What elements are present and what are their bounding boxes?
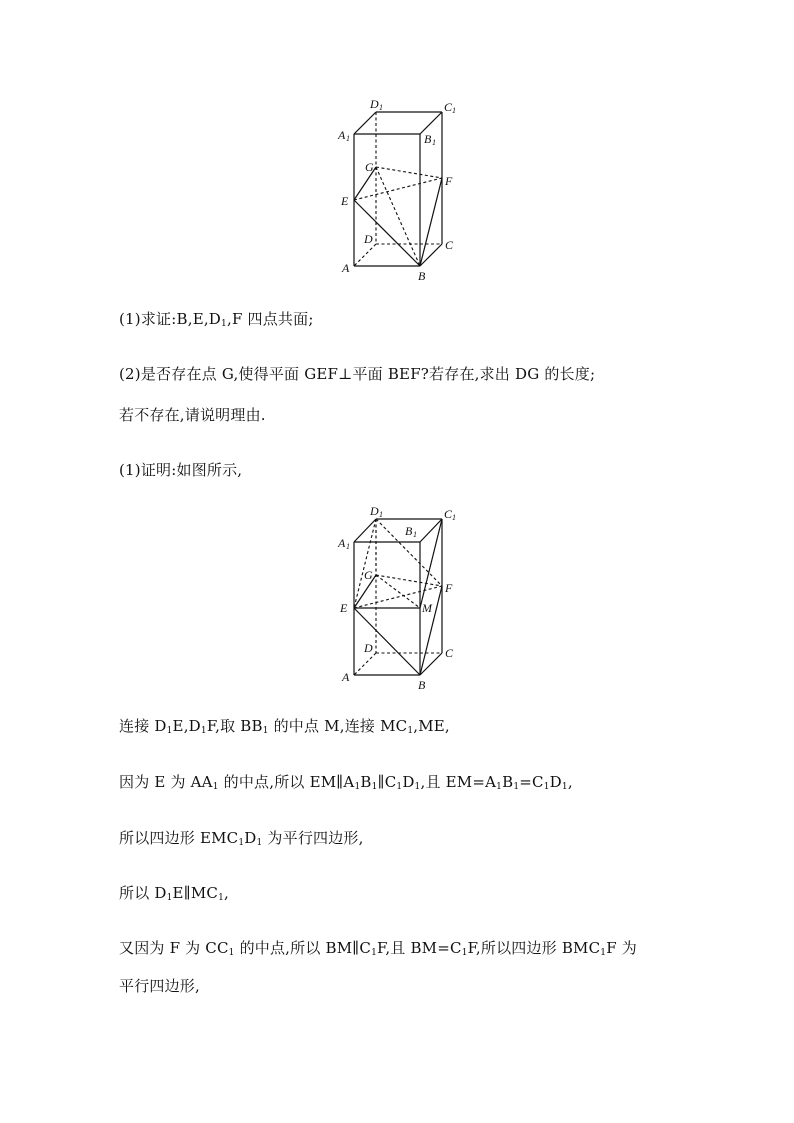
- figure-prism-1: [336, 94, 466, 286]
- text-segment: 又因为 F 为 CC: [119, 939, 229, 957]
- label-A1: A: [338, 536, 346, 550]
- label-F: F: [445, 581, 453, 595]
- question-2-line-2: 若不存在,请说明理由.: [119, 406, 266, 424]
- subscript: 1: [600, 948, 607, 958]
- text-segment: D: [402, 773, 415, 791]
- figure-prism-2: [336, 500, 466, 692]
- label-C: C: [445, 238, 454, 252]
- text-segment: B: [502, 773, 514, 791]
- text-segment: 的中点,所以 EM∥A: [218, 773, 355, 791]
- label-F: F: [445, 174, 453, 188]
- label-C1: C: [444, 100, 453, 114]
- text-segment: F,取 BB: [206, 717, 263, 735]
- question-2-line-1: (2)是否存在点 G,使得平面 GEF⊥平面 BEF?若存在,求出 DG 的长度;: [119, 365, 596, 383]
- text-segment: B: [360, 773, 372, 791]
- subscript: 1: [371, 782, 378, 792]
- text-segment: ∥C: [377, 773, 397, 791]
- proof-line-5: [119, 938, 637, 958]
- label-A1-sub: 1: [346, 542, 350, 551]
- subscript: 1: [256, 838, 263, 848]
- subscript: 1: [414, 782, 421, 792]
- subscript: 1: [238, 838, 245, 848]
- text-segment: 的中点,所以 BM∥C: [234, 939, 372, 957]
- text-segment: ,ME,: [413, 717, 450, 735]
- subscript: 1: [166, 893, 173, 903]
- label-G: G: [364, 568, 373, 582]
- text-segment: F,所以四边形 BMC: [467, 939, 601, 957]
- proof-line-1: [119, 716, 450, 736]
- label-B: B: [418, 269, 426, 283]
- subscript: 1: [561, 782, 568, 792]
- subscript: 1: [212, 782, 219, 792]
- label-D: D: [364, 232, 373, 246]
- label-D: D: [364, 641, 373, 655]
- label-D1-sub: 1: [379, 103, 383, 112]
- subscript: 1: [543, 782, 550, 792]
- label-A1-sub: 1: [346, 134, 350, 143]
- proof-line-6: 平行四边形,: [119, 977, 200, 995]
- text-segment: ,且 EM=A: [420, 773, 497, 791]
- text-segment: F 为: [606, 939, 638, 957]
- label-M: M: [422, 601, 432, 615]
- subscript: 1: [166, 726, 173, 736]
- proof-line-4: [119, 883, 229, 903]
- text-segment: D: [549, 773, 562, 791]
- label-B1-sub: 1: [413, 530, 417, 539]
- text-segment: 的中点 M,连接 MC: [268, 717, 408, 735]
- proof-line-3: [119, 828, 364, 848]
- label-D1: D: [370, 97, 379, 111]
- label-A: A: [342, 261, 350, 275]
- label-D1: D: [370, 504, 379, 518]
- subscript: 1: [228, 948, 235, 958]
- label-C1-sub: 1: [452, 106, 456, 115]
- text-segment: E,D: [172, 717, 201, 735]
- text-segment: 因为 E 为 AA: [119, 773, 213, 791]
- proof-line-2: [119, 772, 573, 792]
- label-D1-sub: 1: [379, 510, 383, 519]
- label-B1: B: [424, 132, 432, 146]
- label-G: G: [365, 160, 374, 174]
- subscript: 1: [407, 726, 414, 736]
- subscript: 1: [461, 948, 468, 958]
- subscript: 1: [354, 782, 361, 792]
- label-A1: A: [338, 128, 346, 142]
- subscript: 1: [200, 726, 207, 736]
- label-B1: B: [405, 524, 413, 538]
- label-C1-sub: 1: [452, 513, 456, 522]
- label-C1: C: [444, 507, 453, 521]
- subscript: 1: [371, 948, 378, 958]
- label-E: E: [341, 194, 349, 208]
- text-segment: 所以四边形 EMC: [119, 829, 239, 847]
- text-segment: E∥MC: [172, 884, 219, 902]
- text-segment: 所以 D: [119, 884, 167, 902]
- label-B1-sub: 1: [432, 138, 436, 147]
- subscript: 1: [218, 893, 224, 903]
- text-segment: ,: [224, 884, 229, 902]
- text-segment: 连接 D: [119, 717, 167, 735]
- label-E: E: [340, 601, 348, 615]
- question-1: (1)求证$:B,E,D_1,F$ 四点共面;: [119, 310, 314, 329]
- text-segment: ,: [567, 773, 573, 791]
- label-C: C: [445, 646, 454, 660]
- text-segment: D: [244, 829, 257, 847]
- subscript: 1: [513, 782, 520, 792]
- text-segment: F,且 BM=C: [377, 939, 462, 957]
- label-B: B: [418, 678, 426, 692]
- subscript: 1: [496, 782, 503, 792]
- text-segment: 为平行四边形,: [262, 829, 364, 847]
- label-A: A: [342, 670, 350, 684]
- proof-intro: (1)证明:如图所示,: [119, 461, 243, 479]
- text-segment: =C: [519, 773, 544, 791]
- subscript: 1: [396, 782, 403, 792]
- subscript: 1: [262, 726, 269, 736]
